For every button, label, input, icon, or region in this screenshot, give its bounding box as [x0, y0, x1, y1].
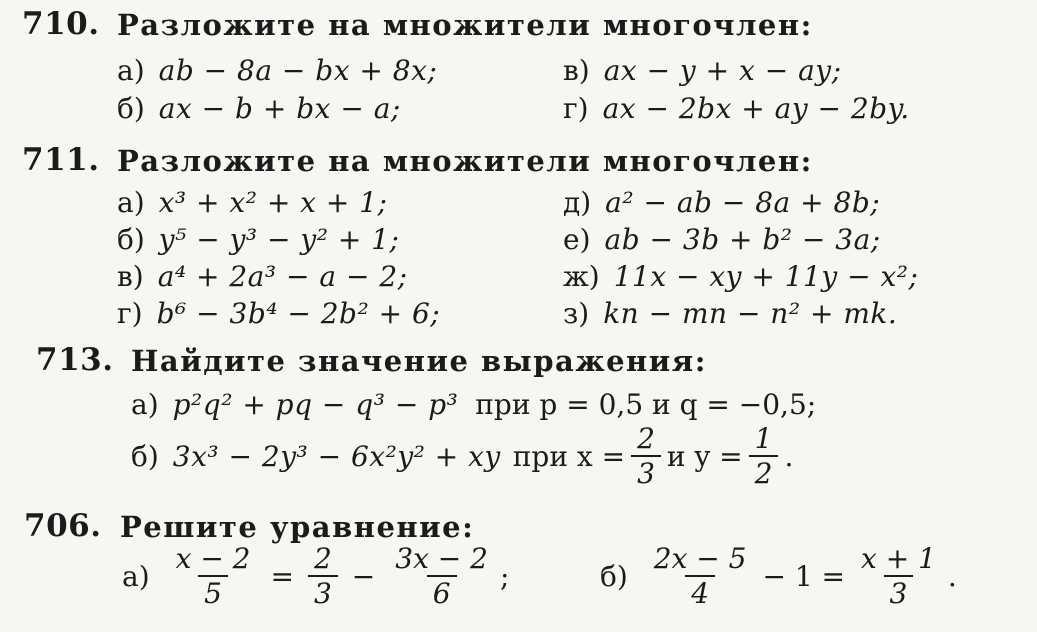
condition-text: при x =: [512, 439, 626, 473]
list-item: [117, 54, 437, 87]
list-item: [131, 388, 816, 421]
denominator: 2: [749, 455, 779, 488]
problem-number: 710.: [22, 6, 100, 42]
item-label: д): [563, 186, 592, 219]
denominator: 6: [427, 575, 457, 608]
item-label: б): [117, 92, 145, 125]
item-expression: ab − 8a − bx + 8x;: [158, 54, 438, 87]
denominator: 3: [308, 575, 338, 608]
item-expression: ax − y + x − ay;: [603, 54, 842, 87]
item-label: в): [563, 54, 590, 87]
item-expression: p²q² + pq − q³ − p³: [172, 388, 459, 421]
problem-title: Разложите на множители многочлен:: [117, 8, 813, 42]
fraction: [855, 544, 942, 609]
item-expression: 11x − xy + 11y − x²;: [613, 260, 919, 293]
numerator: 2x − 5: [653, 542, 747, 575]
numerator: 3x − 2: [395, 542, 488, 575]
item-expression: a⁴ + 2a³ − a − 2;: [157, 260, 408, 293]
item-label: б): [117, 223, 145, 256]
end-punct: .: [947, 559, 957, 593]
fraction: [308, 544, 338, 609]
condition-text: и y =: [666, 439, 743, 473]
item-label: а): [117, 54, 145, 87]
problem-title: Разложите на множители многочлен:: [117, 144, 813, 178]
problem-title: Решите уравнение:: [120, 510, 475, 544]
equation-b: [600, 544, 957, 609]
equation-a: [122, 544, 509, 609]
problem-title: Найдите значение выражения:: [131, 344, 707, 378]
fraction-x: [631, 424, 661, 489]
numerator: 1: [754, 422, 773, 455]
list-item: [117, 92, 401, 125]
denominator: 5: [198, 575, 228, 608]
numerator: x − 2: [175, 542, 251, 575]
item-expression: a² − ab − 8a + 8b;: [605, 186, 881, 219]
list-item: [117, 260, 408, 293]
item-expression: b⁶ − 3b⁴ − 2b² + 6;: [156, 297, 441, 330]
list-item: [117, 186, 387, 219]
list-item: [563, 260, 918, 293]
fraction: [648, 544, 753, 609]
list-item: [117, 297, 440, 330]
minus-sign: −: [351, 559, 376, 593]
minus-one-equals: − 1 =: [762, 559, 846, 593]
list-item: [131, 424, 793, 489]
item-expression: 3x³ − 2y³ − 6x²y² + xy: [172, 439, 501, 473]
item-expression: y⁵ − y³ − y² + 1;: [158, 223, 400, 256]
item-expression: ab − 3b + b² − 3a;: [604, 223, 881, 256]
item-label: а): [131, 388, 159, 421]
item-label: ж): [563, 260, 600, 293]
fraction: [389, 544, 494, 609]
item-expression: ax − b + bx − a;: [158, 92, 401, 125]
item-expression: x³ + x² + x + 1;: [158, 186, 388, 219]
end-punct: .: [784, 439, 794, 473]
item-label: а): [117, 186, 145, 219]
list-item: [563, 186, 880, 219]
denominator: 3: [884, 575, 914, 608]
problem-number: 711.: [22, 142, 100, 178]
item-label: в): [117, 260, 144, 293]
list-item: [117, 223, 399, 256]
list-item: [563, 297, 897, 330]
end-punct: ;: [499, 559, 510, 593]
item-label: г): [563, 92, 589, 125]
problem-number: 706.: [24, 508, 102, 544]
item-label: а): [122, 559, 150, 593]
item-label: б): [131, 439, 159, 473]
item-condition: при p = 0,5 и q = −0,5;: [475, 388, 817, 421]
denominator: 3: [631, 455, 661, 488]
item-expression: kn − mn − n² + mk.: [603, 297, 898, 330]
item-label: б): [600, 559, 628, 593]
problem-number: 713.: [36, 342, 114, 378]
list-item: [563, 92, 910, 125]
item-expression: ax − 2bx + ay − 2by.: [602, 92, 910, 125]
item-label: г): [117, 297, 143, 330]
item-label: з): [563, 297, 590, 330]
equals-sign: =: [270, 559, 294, 593]
numerator: 2: [313, 542, 332, 575]
list-item: [563, 54, 842, 87]
fraction-y: [749, 424, 779, 489]
item-label: е): [563, 223, 591, 256]
list-item: [563, 223, 881, 256]
numerator: 2: [637, 422, 655, 455]
denominator: 4: [685, 575, 715, 608]
fraction: [170, 544, 257, 609]
numerator: x + 1: [861, 542, 936, 575]
